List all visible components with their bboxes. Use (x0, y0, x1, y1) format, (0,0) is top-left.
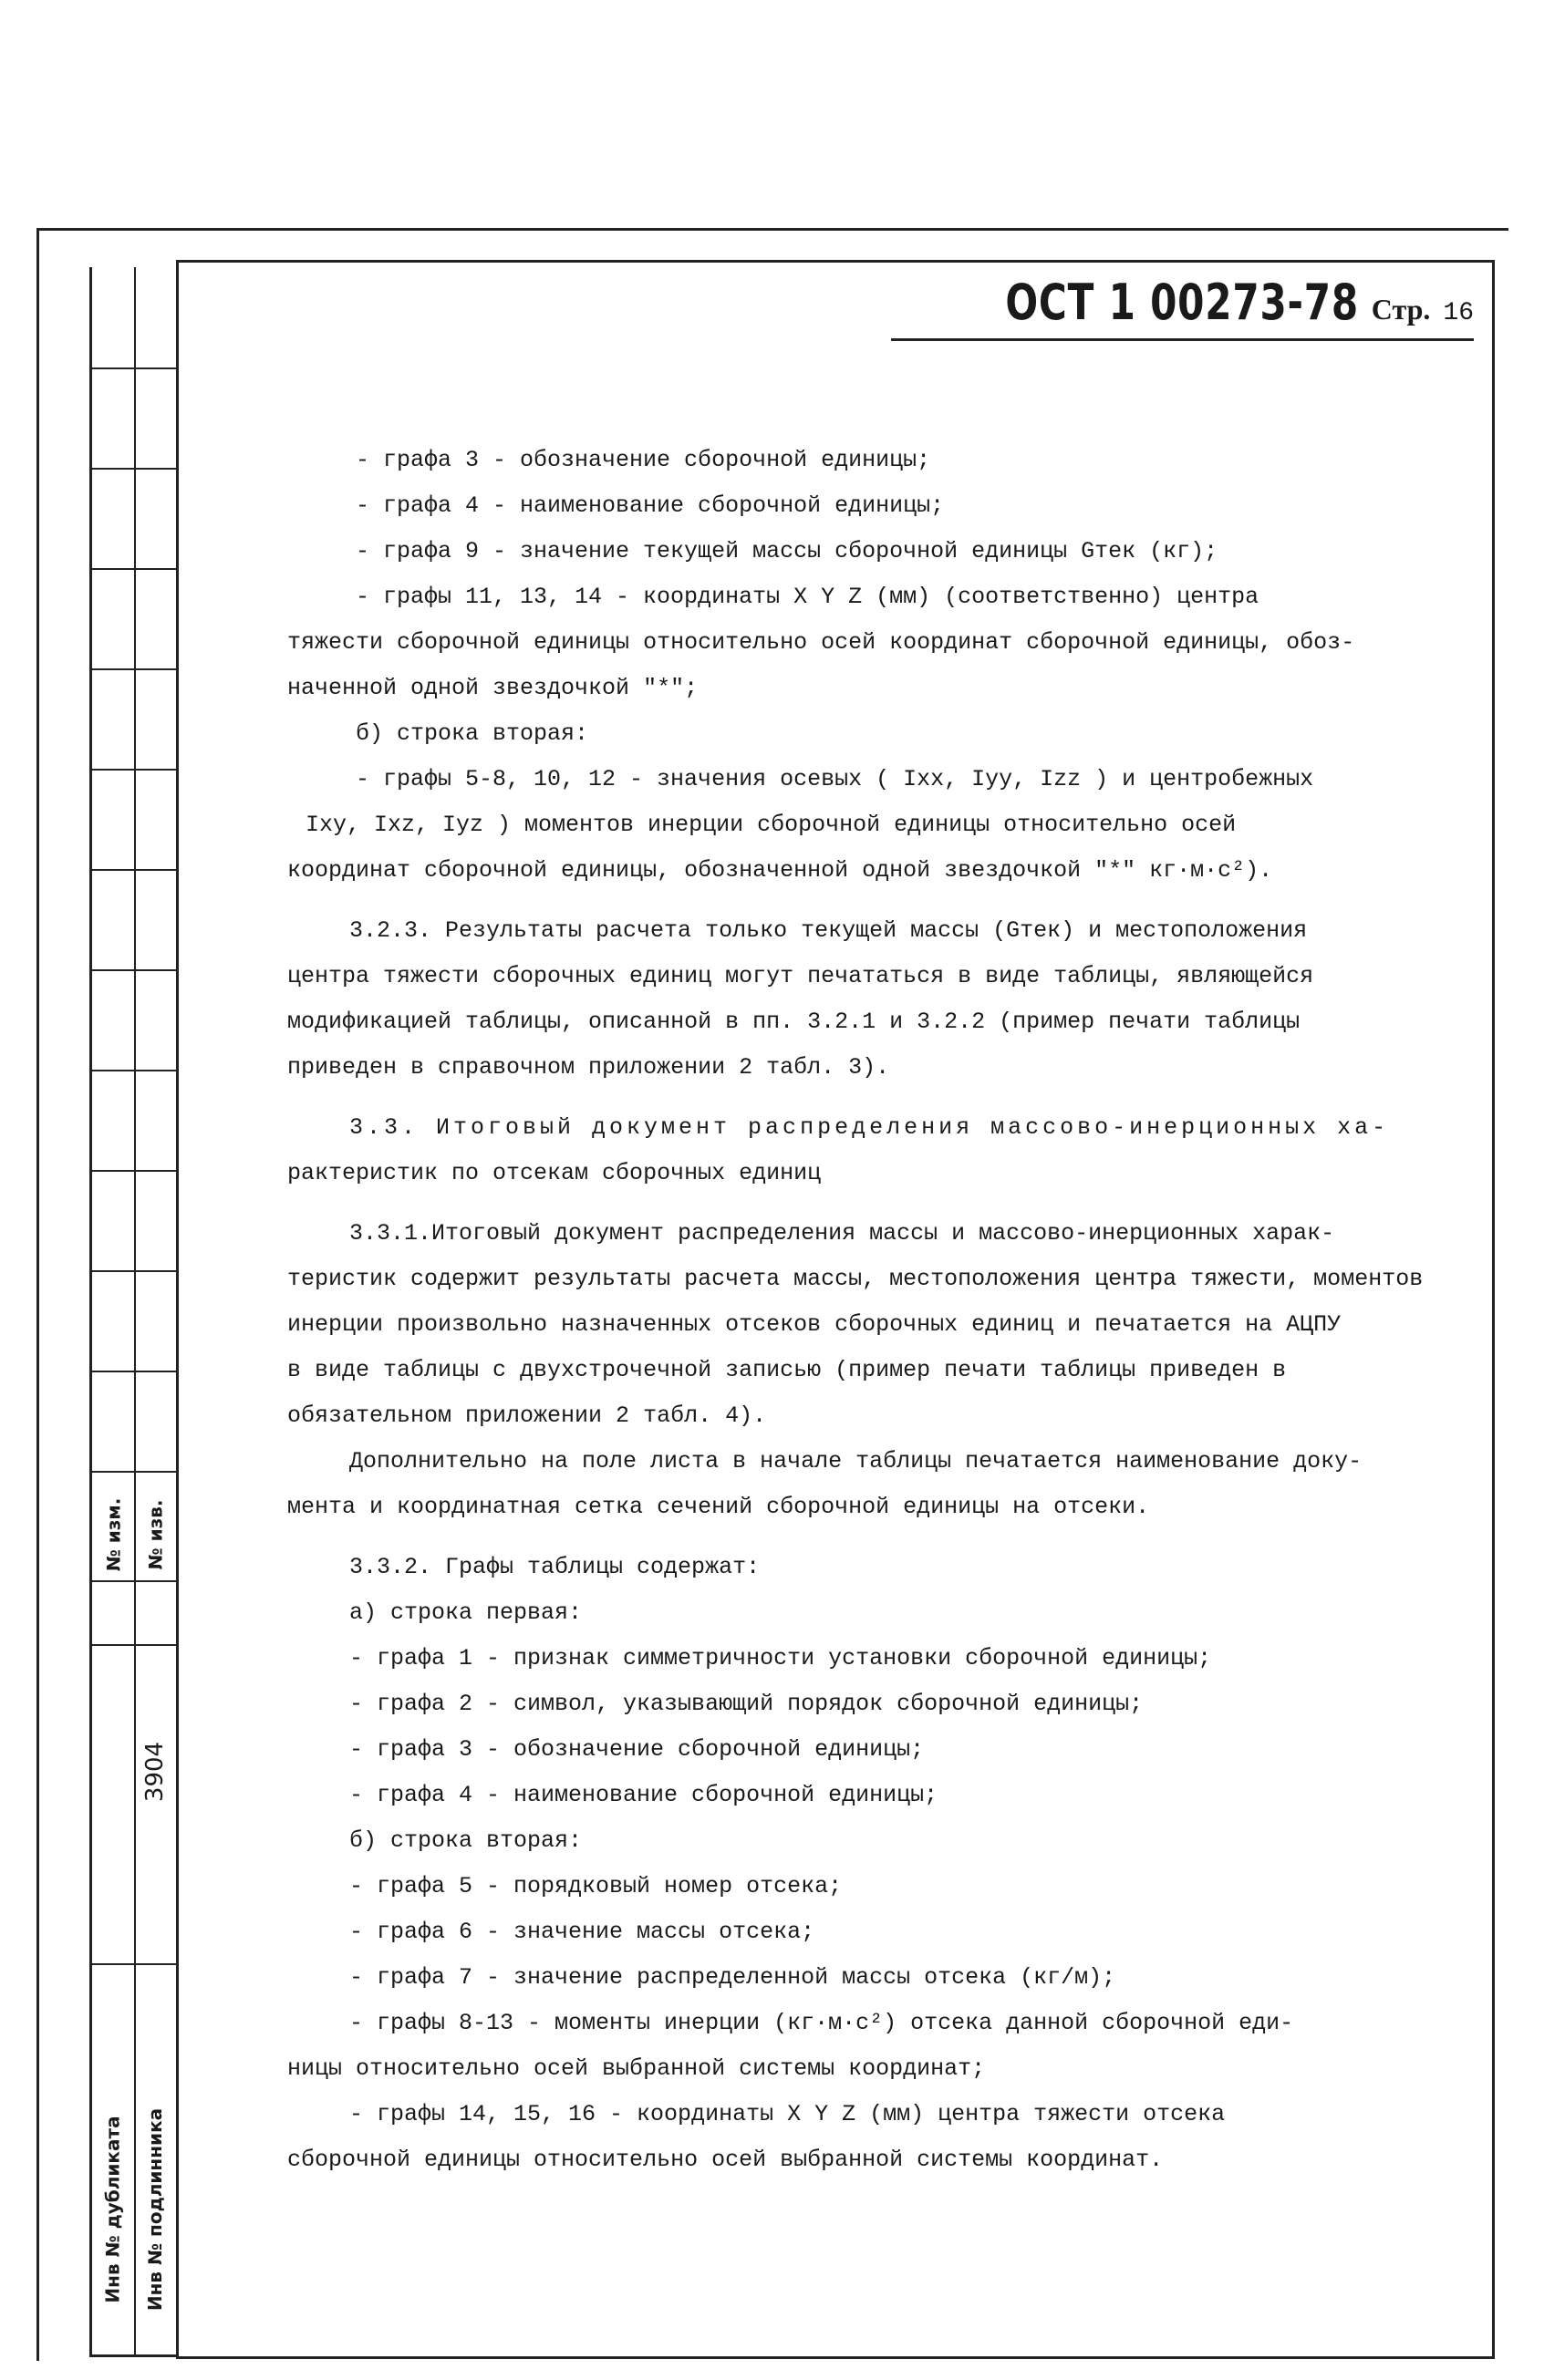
body-line: обязательном приложении 2 табл. 4). (287, 1402, 767, 1429)
body-line: - графа 7 - значение распределенной массы отсека (кг/м); (349, 1964, 1116, 1991)
strip-line (92, 1070, 176, 1071)
body-line: 3.2.3. Результаты расчета только текущей массы (Gтек) и местоположения (349, 917, 1308, 944)
strip-line (92, 468, 176, 470)
strip-line (92, 1644, 176, 1646)
strip-line (92, 1963, 176, 1965)
body-line: - графы 11, 13, 14 - координаты X Y Z (мм) (соответственно) центра (356, 584, 1259, 610)
body-line: - графа 4 - наименование сборочной единицы; (349, 1782, 938, 1808)
strip-line (92, 969, 176, 971)
body-line: - графы 14, 15, 16 - координаты X Y Z (мм) центра тяжести отсека (349, 2101, 1226, 2127)
body-line: - графа 1 - признак симметричности установки сборочной единицы; (349, 1645, 1212, 1671)
strip-line (92, 568, 176, 570)
body-line: инерции произвольно назначенных отсеков сборочных единиц и печатается на АЦПУ (287, 1311, 1342, 1338)
body-line: ницы относительно осей выбранной системы координат; (287, 2055, 986, 2082)
body-line: сборочной единицы относительно осей выбранной системы координат. (287, 2147, 1164, 2173)
body-line: 3.3.1.Итоговый документ распределения массы и массово-инерционных харак- (349, 1220, 1335, 1247)
body-line: Дополнительно на поле листа в начале таблицы печатается наименование доку- (349, 1448, 1363, 1475)
page-label: Стр. (1371, 293, 1431, 326)
body-line: модификацией таблицы, описанной в пп. 3.2.1 и 3.2.2 (пример печати таблицы (287, 1009, 1301, 1035)
strip-line (92, 668, 176, 670)
body-line: - графы 8-13 - моменты инерции (кг·м·с²) отсека данной сборочной еди- (349, 2010, 1294, 2036)
podl-label: Инв № подлинника (144, 2107, 167, 2312)
body-line: тяжести сборочной единицы относительно осей координат сборочной единицы, обоз- (287, 629, 1355, 656)
body-line: приведен в справочном приложении 2 табл. 3). (287, 1054, 890, 1081)
body-line: - графа 3 - обозначение сборочной единицы; (356, 447, 931, 473)
dubl-label: Инв № дубликата (102, 2116, 124, 2303)
body-line: Ixy, Ixz, Iyz ) моментов инерции сборочной единицы относительно осей (306, 812, 1237, 838)
body-line: рактеристик по отсекам сборочных единиц (287, 1160, 822, 1186)
body-line: наченной одной звездочкой "*"; (287, 675, 699, 701)
strip-line (92, 1371, 176, 1372)
body-line: мента и координатная сетка сечений сборочной единицы на отсеки. (287, 1494, 1150, 1520)
body-line: - графы 5-8, 10, 12 - значения осевых ( Ixx, Iyy, Izz ) и центробежных (356, 766, 1314, 792)
inventory-number: 3904 (141, 1741, 170, 1803)
strip-line (92, 869, 176, 871)
section-heading: 3.3. Итоговый документ распределения массово-инерционных ха- (349, 1114, 1390, 1141)
margin-strip (89, 267, 176, 2357)
body-line: центра тяжести сборочных единиц могут печататься в виде таблицы, являющейся (287, 963, 1314, 989)
body-line: б) строка вторая: (356, 720, 589, 747)
strip-line (92, 1170, 176, 1172)
body-line: - графа 9 - значение текущей массы сборочной единицы Gтек (кг); (356, 538, 1218, 564)
body-line: - графа 3 - обозначение сборочной единицы; (349, 1736, 925, 1763)
body-line: - графа 2 - символ, указывающий порядок сборочной единицы; (349, 1691, 1144, 1717)
izv-label: № изв. (144, 1499, 167, 1570)
body-line: координат сборочной единицы, обозначенной одной звездочкой "*" кг·м·с²). (287, 857, 1273, 884)
strip-line (92, 1270, 176, 1272)
page-number: 16 (1443, 299, 1474, 327)
body-line: теристик содержит результаты расчета массы, местоположения центра тяжести, моментов (287, 1266, 1424, 1292)
body-line: в виде таблицы с двухстрочечной записью (пример печати таблицы приведен в (287, 1357, 1287, 1383)
body-line: б) строка вторая: (349, 1827, 583, 1854)
strip-divider (134, 267, 136, 2354)
document-code: ОСТ 1 00273-78 (1005, 274, 1359, 331)
body-line: - графа 4 - наименование сборочной единицы; (356, 492, 945, 519)
strip-line (92, 1471, 176, 1473)
body-line: 3.3.2. Графы таблицы содержат: (349, 1554, 761, 1580)
body-line: - графа 5 - порядковый номер отсека; (349, 1873, 843, 1899)
strip-line (92, 367, 176, 369)
body-line: а) строка первая: (349, 1599, 583, 1626)
body-line: - графа 6 - значение массы отсека; (349, 1919, 815, 1945)
document-body (287, 438, 1427, 2183)
strip-line (92, 769, 176, 771)
izm-label: № изм. (102, 1497, 125, 1572)
page-header (891, 274, 1474, 341)
